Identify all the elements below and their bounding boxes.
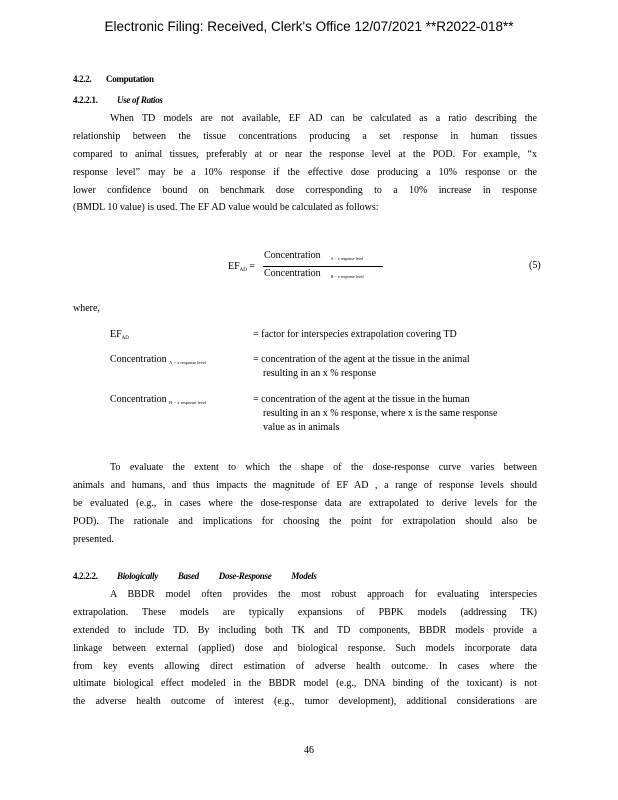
text-line: from key events allowing direct estimation of adverse health outcome. In cases where the (73, 660, 537, 672)
text-line: ultimate biological effect modeled in the BBDR model (e.g., DNA binding of the toxicant) is not (73, 678, 537, 690)
subsection-number: 4.2.2.2. (73, 571, 98, 581)
section-number: 4.2.2. (73, 74, 92, 84)
text-line: extrapolation. These models are typically expansions of PBPK models (addressing TK) (73, 606, 537, 618)
definition-text: = concentration of the agent at the tissue in the human resulting in an x % response, where x is the same response value as in animals (253, 394, 498, 433)
definition-text: = factor for interspecies extrapolation covering TD (253, 329, 457, 340)
subsection-title: Use of Ratios (117, 95, 163, 105)
text-line: linkage between external (applied) dose and biological response. Such models incorporate data (73, 642, 537, 654)
text-line: relationship between the tissue concentrations producing a set response in human tissues (73, 130, 537, 142)
equation-lhs: $EF_{AD}$ = (228, 261, 256, 273)
equation-denominator: Concentration $_{H - x response level}$ (264, 268, 364, 279)
text-line: animals and humans, and thus impacts the magnitude of EF AD , a range of response levels should (73, 479, 537, 491)
definition-text: = concentration of the agent at the tissue in the animal resulting in an x % response (253, 354, 470, 379)
equation-number: (5) (529, 260, 541, 271)
definition-term: Concentration $_{A - x response level}$ (110, 354, 206, 365)
section-title: Computation (106, 74, 154, 84)
text-line: To evaluate the extent to which the shape of the dose-response curve varies between (110, 462, 537, 473)
paragraph-evaluate (73, 459, 537, 548)
fraction-bar (263, 266, 383, 267)
filing-header: Electronic Filing: Received, Clerk's Office 12/07/2021 **R2022-018** (104, 19, 514, 34)
definition-term: $EF_{AD}$ (110, 329, 129, 341)
text-line: A BBDR model often provides the most robust approach for evaluating interspecies (110, 589, 537, 600)
text-line: compared to animal tissues, preferably at or near the response level at the POD. For example, “x (73, 148, 537, 160)
equation-ef-ad (228, 248, 558, 292)
text-line: lower confidence bound on benchmark dose corresponding to a 10% increase in response (73, 184, 537, 196)
text-line: extended to include TD. By including both TK and TD components, BBDR models provide a (73, 624, 537, 636)
paragraph-bbdr (73, 586, 537, 711)
definition-term: Concentration $_{H - x response level}$ (110, 394, 207, 405)
paragraph-ratios (73, 110, 537, 217)
page-number: 46 (304, 745, 314, 756)
text-line: (BMDL 10 value) is used. The EF AD value would be calculated as follows: (73, 202, 379, 214)
text-line: When TD models are not available, EF AD can be calculated as a ratio describing the (110, 113, 537, 124)
where-label: where, (73, 303, 100, 314)
text-line: presented. (73, 533, 114, 545)
text-line: response level” may be a 10% response if the effective dose producing a 10% response or the (73, 166, 537, 178)
text-line: the adverse health outcome of interest (e.g., tumor development), additional considerations are (73, 696, 537, 708)
text-line: POD). The rationale and implications for choosing the point for extrapolation should also be (73, 515, 537, 527)
equation-numerator: Concentration $_{A - x response level}$ (264, 250, 364, 261)
subsection-number: 4.2.2.1. (73, 95, 98, 105)
subsection-title: Biologically Based Dose-Response Models (117, 571, 317, 581)
text-line: be evaluated (e.g., in cases where the dose-response data are extrapolated to derive levels for the (73, 497, 537, 509)
